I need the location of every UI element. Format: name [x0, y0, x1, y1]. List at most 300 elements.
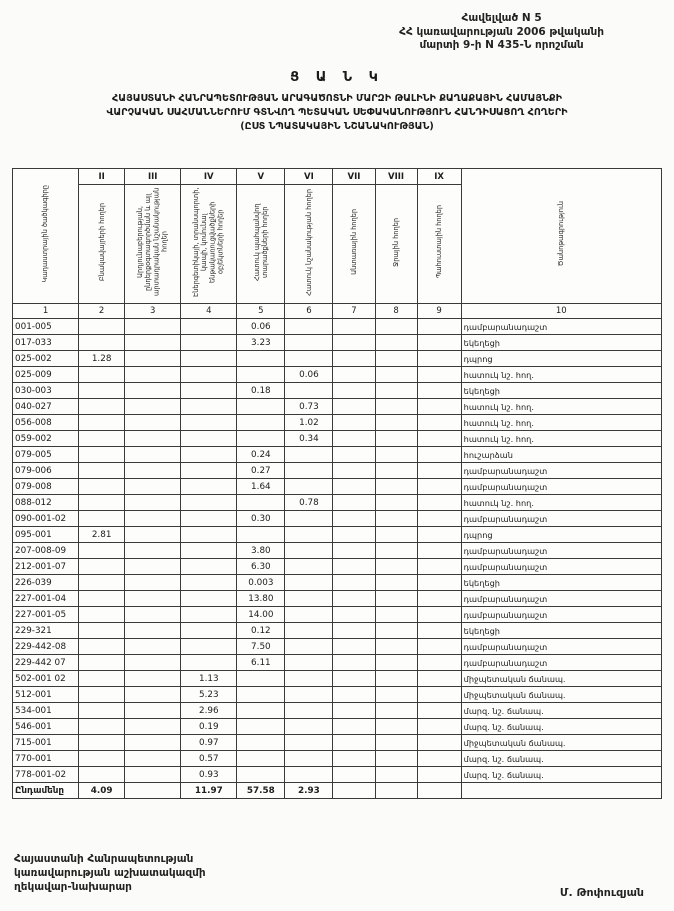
table-row	[13, 399, 662, 415]
area-value-cell: 0.97	[181, 735, 237, 751]
area-value-cell	[285, 735, 333, 751]
note-cell: դպրոց	[461, 351, 661, 367]
area-value-cell	[417, 591, 461, 607]
area-value-cell	[125, 479, 181, 495]
area-value-cell	[333, 639, 375, 655]
note-cell: հատուկ նշ. հող.	[461, 415, 661, 431]
area-value-cell: 13.80	[237, 591, 285, 607]
table-row	[13, 335, 662, 351]
area-value-cell: 0.06	[237, 319, 285, 335]
area-value-cell: 0.30	[237, 511, 285, 527]
area-value-cell	[375, 383, 417, 399]
area-value-cell	[181, 383, 237, 399]
area-value-cell	[79, 639, 125, 655]
column-header-label: Բնակավայրերի հողեր	[97, 202, 106, 282]
area-value-cell	[375, 319, 417, 335]
area-value-cell	[417, 335, 461, 351]
area-value-cell	[375, 463, 417, 479]
cadastral-code-cell: 212-001-07	[13, 559, 79, 575]
area-value-cell	[417, 447, 461, 463]
area-value-cell	[417, 655, 461, 671]
column-roman-numeral: IX	[417, 169, 461, 185]
column-header	[181, 185, 237, 304]
note-cell: եկեղեցի	[461, 575, 661, 591]
area-value-cell	[79, 383, 125, 399]
column-header-label: Արդյունաբերության, ընդերքօգտագործման և այլ արտադրական նշանակության հողեր	[136, 187, 169, 297]
area-value-cell: 3.80	[237, 543, 285, 559]
area-value-cell	[125, 735, 181, 751]
area-value-cell	[375, 415, 417, 431]
area-value-cell	[375, 575, 417, 591]
area-value-cell	[333, 735, 375, 751]
cadastral-code-cell: 229-442 07	[13, 655, 79, 671]
area-value-cell	[333, 703, 375, 719]
table-row	[13, 719, 662, 735]
area-value-cell	[333, 607, 375, 623]
area-value-cell	[333, 751, 375, 767]
note-cell: մարզ. նշ. ճանապ.	[461, 767, 661, 783]
total-value-cell: 11.97	[181, 783, 237, 799]
area-value-cell	[333, 463, 375, 479]
note-cell: եկեղեցի	[461, 623, 661, 639]
cadastral-code-cell: 229-321	[13, 623, 79, 639]
cadastral-code-cell: 770-001	[13, 751, 79, 767]
note-cell: դամբարանադաշտ	[461, 463, 661, 479]
area-value-cell	[375, 591, 417, 607]
area-value-cell	[125, 383, 181, 399]
cadastral-code-cell: 534-001	[13, 703, 79, 719]
note-cell: մարզ. նշ. ճանապ.	[461, 703, 661, 719]
column-header	[237, 185, 285, 304]
area-value-cell	[237, 351, 285, 367]
cadastral-code-cell: 025-002	[13, 351, 79, 367]
column-number: 7	[333, 304, 375, 319]
area-value-cell	[125, 431, 181, 447]
column-header-label: Անտառային հողեր	[349, 209, 358, 275]
area-value-cell	[285, 719, 333, 735]
note-cell: դամբարանադաշտ	[461, 543, 661, 559]
area-value-cell	[375, 639, 417, 655]
area-value-cell	[375, 495, 417, 511]
title-line-3: (ԸՍՏ ՆՊԱՏԱԿԱՅԻՆ ՆՇԱՆԱԿՈՒԹՅԱՆ)	[240, 120, 434, 132]
cadastral-code-cell: 227-001-05	[13, 607, 79, 623]
column-roman-numeral: V	[237, 169, 285, 185]
column-header	[13, 169, 79, 304]
area-value-cell	[417, 543, 461, 559]
area-value-cell	[125, 367, 181, 383]
area-value-cell: 1.02	[285, 415, 333, 431]
area-value-cell	[237, 431, 285, 447]
area-value-cell	[181, 575, 237, 591]
table-row	[13, 495, 662, 511]
total-value-cell	[333, 783, 375, 799]
area-value-cell	[375, 767, 417, 783]
title-line-1: ՀԱՅԱՍՏԱՆԻ ՀԱՆՐԱՊԵՏՈՒԹՅԱՆ ԱՐԱԳԱԾՈՏՆԻ ՄԱՐԶԻ ԹԱԼԻՆԻ ՔԱՂԱՔԱՅԻՆ ՀԱՄԱՅՆՔԻ	[112, 93, 562, 104]
area-value-cell	[285, 543, 333, 559]
note-cell: եկեղեցի	[461, 335, 661, 351]
area-value-cell	[375, 703, 417, 719]
cadastral-code-cell: 079-005	[13, 447, 79, 463]
area-value-cell	[375, 543, 417, 559]
note-cell: մարզ. նշ. ճանապ.	[461, 751, 661, 767]
area-value-cell	[125, 495, 181, 511]
area-value-cell	[375, 735, 417, 751]
column-header	[375, 185, 417, 304]
area-value-cell	[285, 383, 333, 399]
area-value-cell	[125, 639, 181, 655]
area-value-cell	[125, 335, 181, 351]
column-header	[417, 185, 461, 304]
area-value-cell	[79, 415, 125, 431]
area-value-cell	[333, 335, 375, 351]
table-row	[13, 703, 662, 719]
note-cell: դամբարանադաշտ	[461, 591, 661, 607]
area-value-cell	[181, 495, 237, 511]
area-value-cell: 0.12	[237, 623, 285, 639]
table-row	[13, 607, 662, 623]
area-value-cell	[285, 607, 333, 623]
note-cell: միջպետական ճանապ.	[461, 671, 661, 687]
table-row	[13, 591, 662, 607]
area-value-cell: 1.13	[181, 671, 237, 687]
area-value-cell	[333, 623, 375, 639]
table-row	[13, 367, 662, 383]
table-row	[13, 639, 662, 655]
area-value-cell	[181, 463, 237, 479]
area-value-cell	[417, 687, 461, 703]
area-value-cell: 0.78	[285, 495, 333, 511]
column-header	[125, 185, 181, 304]
area-value-cell	[79, 671, 125, 687]
area-value-cell: 0.18	[237, 383, 285, 399]
area-value-cell: 0.06	[285, 367, 333, 383]
table-row	[13, 351, 662, 367]
column-header	[333, 185, 375, 304]
area-value-cell: 6.30	[237, 559, 285, 575]
area-value-cell	[79, 431, 125, 447]
table-row	[13, 575, 662, 591]
land-parcels-table	[12, 168, 662, 799]
area-value-cell	[125, 719, 181, 735]
area-value-cell	[125, 447, 181, 463]
area-value-cell	[79, 367, 125, 383]
table-row	[13, 447, 662, 463]
area-value-cell	[375, 671, 417, 687]
area-value-cell	[285, 703, 333, 719]
area-value-cell	[375, 655, 417, 671]
column-header-label: Էներգետիկայի, տրանսպորտի, կապի, կոմունալ ենթակառուցվածքների օբյեկտների հողեր	[192, 187, 225, 297]
area-value-cell	[333, 719, 375, 735]
area-value-cell	[125, 767, 181, 783]
area-value-cell	[417, 559, 461, 575]
area-value-cell	[417, 431, 461, 447]
column-header	[79, 185, 125, 304]
column-header	[285, 185, 333, 304]
area-value-cell	[125, 527, 181, 543]
area-value-cell: 0.19	[181, 719, 237, 735]
area-value-cell	[417, 735, 461, 751]
area-value-cell	[181, 511, 237, 527]
area-value-cell	[333, 511, 375, 527]
area-value-cell	[181, 335, 237, 351]
area-value-cell	[333, 591, 375, 607]
table-row	[13, 655, 662, 671]
area-value-cell	[333, 543, 375, 559]
column-header-label: Պահուստային հողեր	[434, 205, 443, 279]
note-cell: դամբարանադաշտ	[461, 319, 661, 335]
appendix-line-3: մարտի 9-ի N 435-Ն որոշման	[419, 39, 584, 52]
area-value-cell	[375, 351, 417, 367]
cadastral-code-cell: 502-001 02	[13, 671, 79, 687]
area-value-cell: 7.50	[237, 639, 285, 655]
area-value-cell	[417, 319, 461, 335]
cadastral-code-cell: 226-039	[13, 575, 79, 591]
area-value-cell	[375, 479, 417, 495]
area-value-cell	[285, 655, 333, 671]
area-value-cell	[181, 447, 237, 463]
area-value-cell	[375, 559, 417, 575]
cadastral-code-cell: 088-012	[13, 495, 79, 511]
column-number: 10	[461, 304, 661, 319]
area-value-cell	[417, 495, 461, 511]
area-value-cell	[375, 623, 417, 639]
area-value-cell	[125, 703, 181, 719]
area-value-cell	[417, 671, 461, 687]
table-row	[13, 559, 662, 575]
column-roman-numeral: III	[125, 169, 181, 185]
note-cell: հատուկ նշ. հող.	[461, 367, 661, 383]
cadastral-code-cell: 025-009	[13, 367, 79, 383]
area-value-cell	[333, 415, 375, 431]
cadastral-code-cell: 512-001	[13, 687, 79, 703]
area-value-cell	[181, 543, 237, 559]
area-value-cell	[333, 383, 375, 399]
area-value-cell	[333, 687, 375, 703]
area-value-cell: 1.64	[237, 479, 285, 495]
area-value-cell: 0.27	[237, 463, 285, 479]
column-roman-numeral: VIII	[375, 169, 417, 185]
area-value-cell	[333, 559, 375, 575]
area-value-cell	[79, 655, 125, 671]
area-value-cell	[417, 511, 461, 527]
footer-org-line-3: ղեկավար-նախարար	[14, 881, 132, 894]
area-value-cell	[417, 527, 461, 543]
cadastral-code-cell: 056-008	[13, 415, 79, 431]
area-value-cell	[79, 591, 125, 607]
area-value-cell	[79, 447, 125, 463]
area-value-cell	[237, 751, 285, 767]
area-value-cell	[79, 479, 125, 495]
area-value-cell: 0.57	[181, 751, 237, 767]
appendix-line-2: ՀՀ կառավարության 2006 թվականի	[399, 25, 604, 38]
area-value-cell	[333, 399, 375, 415]
area-value-cell	[285, 623, 333, 639]
header-roman-row	[13, 169, 662, 185]
table-row	[13, 623, 662, 639]
area-value-cell	[417, 367, 461, 383]
area-value-cell	[417, 639, 461, 655]
area-value-cell	[285, 639, 333, 655]
area-value-cell	[375, 607, 417, 623]
area-value-cell	[285, 671, 333, 687]
area-value-cell	[79, 319, 125, 335]
area-value-cell: 0.93	[181, 767, 237, 783]
note-cell: դամբարանադաշտ	[461, 479, 661, 495]
column-number: 8	[375, 304, 417, 319]
area-value-cell	[417, 623, 461, 639]
cadastral-code-cell: 090-001-02	[13, 511, 79, 527]
area-value-cell	[237, 687, 285, 703]
area-value-cell	[125, 591, 181, 607]
area-value-cell	[417, 575, 461, 591]
column-roman-numeral: IV	[181, 169, 237, 185]
note-cell: եկեղեցի	[461, 383, 661, 399]
note-cell: դամբարանադաշտ	[461, 655, 661, 671]
area-value-cell	[237, 703, 285, 719]
area-value-cell	[417, 415, 461, 431]
column-header-label: Կադաստրային ծածկագիրը	[41, 185, 50, 283]
table-row	[13, 383, 662, 399]
area-value-cell: 1.28	[79, 351, 125, 367]
area-value-cell	[285, 511, 333, 527]
table-row	[13, 527, 662, 543]
area-value-cell	[237, 495, 285, 511]
total-value-cell	[125, 783, 181, 799]
column-roman-numeral: II	[79, 169, 125, 185]
title-line-2: ՎԱՐՉԱԿԱՆ ՍԱՀՄԱՆՆԵՐՈՒՄ ԳՏՆՎՈՂ ՊԵՏԱԿԱՆ ՍԵՓԱԿԱՆՈՒԹՅՈՒՆ ՀԱՆԴԻՍԱՑՈՂ ՀՈՂԵՐԻ	[106, 106, 568, 118]
table-row	[13, 671, 662, 687]
area-value-cell	[79, 607, 125, 623]
total-label: Ընդամենը	[13, 783, 79, 799]
area-value-cell	[125, 351, 181, 367]
column-number: 4	[181, 304, 237, 319]
area-value-cell	[285, 351, 333, 367]
column-number: 1	[13, 304, 79, 319]
area-value-cell	[181, 591, 237, 607]
area-value-cell	[237, 767, 285, 783]
area-value-cell	[375, 367, 417, 383]
area-value-cell	[79, 687, 125, 703]
area-value-cell: 0.34	[285, 431, 333, 447]
table-row	[13, 543, 662, 559]
area-value-cell	[181, 399, 237, 415]
area-value-cell	[79, 543, 125, 559]
area-value-cell	[417, 479, 461, 495]
area-value-cell	[181, 655, 237, 671]
area-value-cell	[417, 399, 461, 415]
note-cell: դամբարանադաշտ	[461, 559, 661, 575]
area-value-cell	[79, 703, 125, 719]
area-value-cell	[417, 751, 461, 767]
area-value-cell	[285, 687, 333, 703]
area-value-cell	[285, 527, 333, 543]
area-value-cell	[285, 319, 333, 335]
total-value-cell	[417, 783, 461, 799]
area-value-cell	[181, 639, 237, 655]
area-value-cell	[333, 447, 375, 463]
footer-org-line-1: Հայաստանի Հանրապետության	[14, 853, 194, 865]
area-value-cell	[79, 463, 125, 479]
column-roman-numeral: VII	[333, 169, 375, 185]
total-value-cell: 2.93	[285, 783, 333, 799]
column-number: 2	[79, 304, 125, 319]
area-value-cell	[333, 351, 375, 367]
table-row	[13, 479, 662, 495]
area-value-cell	[375, 687, 417, 703]
area-value-cell	[237, 735, 285, 751]
cadastral-code-cell: 227-001-04	[13, 591, 79, 607]
area-value-cell	[125, 415, 181, 431]
signature-name: Մ. Թոփուզյան	[559, 886, 644, 899]
column-number: 5	[237, 304, 285, 319]
area-value-cell	[285, 479, 333, 495]
table-row	[13, 415, 662, 431]
cadastral-code-cell: 059-002	[13, 431, 79, 447]
column-header-label: Հատուկ նշանակության հողեր	[304, 188, 313, 296]
area-value-cell	[285, 447, 333, 463]
area-value-cell	[375, 447, 417, 463]
note-cell	[461, 783, 661, 799]
area-value-cell	[333, 767, 375, 783]
area-value-cell: 0.73	[285, 399, 333, 415]
note-cell: դամբարանադաշտ	[461, 607, 661, 623]
area-value-cell	[417, 607, 461, 623]
appendix-line-1: Հավելված N 5	[461, 12, 542, 24]
area-value-cell	[285, 591, 333, 607]
area-value-cell	[237, 671, 285, 687]
area-value-cell	[375, 399, 417, 415]
area-value-cell	[285, 335, 333, 351]
area-value-cell: 0.003	[237, 575, 285, 591]
area-value-cell	[125, 511, 181, 527]
cadastral-code-cell: 546-001	[13, 719, 79, 735]
area-value-cell	[125, 607, 181, 623]
area-value-cell	[333, 527, 375, 543]
column-header-label: Ջրային հողեր	[391, 217, 400, 267]
table-row	[13, 767, 662, 783]
table-row	[13, 463, 662, 479]
area-value-cell: 3.23	[237, 335, 285, 351]
column-number: 6	[285, 304, 333, 319]
area-value-cell	[125, 655, 181, 671]
area-value-cell	[333, 575, 375, 591]
area-value-cell	[181, 367, 237, 383]
area-value-cell	[79, 335, 125, 351]
area-value-cell	[237, 527, 285, 543]
table-row	[13, 735, 662, 751]
table-row	[13, 431, 662, 447]
area-value-cell	[79, 623, 125, 639]
area-value-cell	[237, 719, 285, 735]
area-value-cell	[125, 671, 181, 687]
area-value-cell	[125, 399, 181, 415]
area-value-cell	[125, 543, 181, 559]
cadastral-code-cell: 778-001-02	[13, 767, 79, 783]
area-value-cell	[417, 351, 461, 367]
column-header-label: Հատուկ պահպանվող տարածքների հողեր	[252, 203, 269, 281]
cadastral-code-cell: 040-027	[13, 399, 79, 415]
area-value-cell	[125, 463, 181, 479]
area-value-cell: 0.24	[237, 447, 285, 463]
area-value-cell	[285, 767, 333, 783]
area-value-cell	[375, 335, 417, 351]
area-value-cell: 5.23	[181, 687, 237, 703]
area-value-cell	[125, 575, 181, 591]
document-title	[0, 92, 674, 134]
area-value-cell	[333, 367, 375, 383]
area-value-cell	[285, 463, 333, 479]
table-row	[13, 319, 662, 335]
